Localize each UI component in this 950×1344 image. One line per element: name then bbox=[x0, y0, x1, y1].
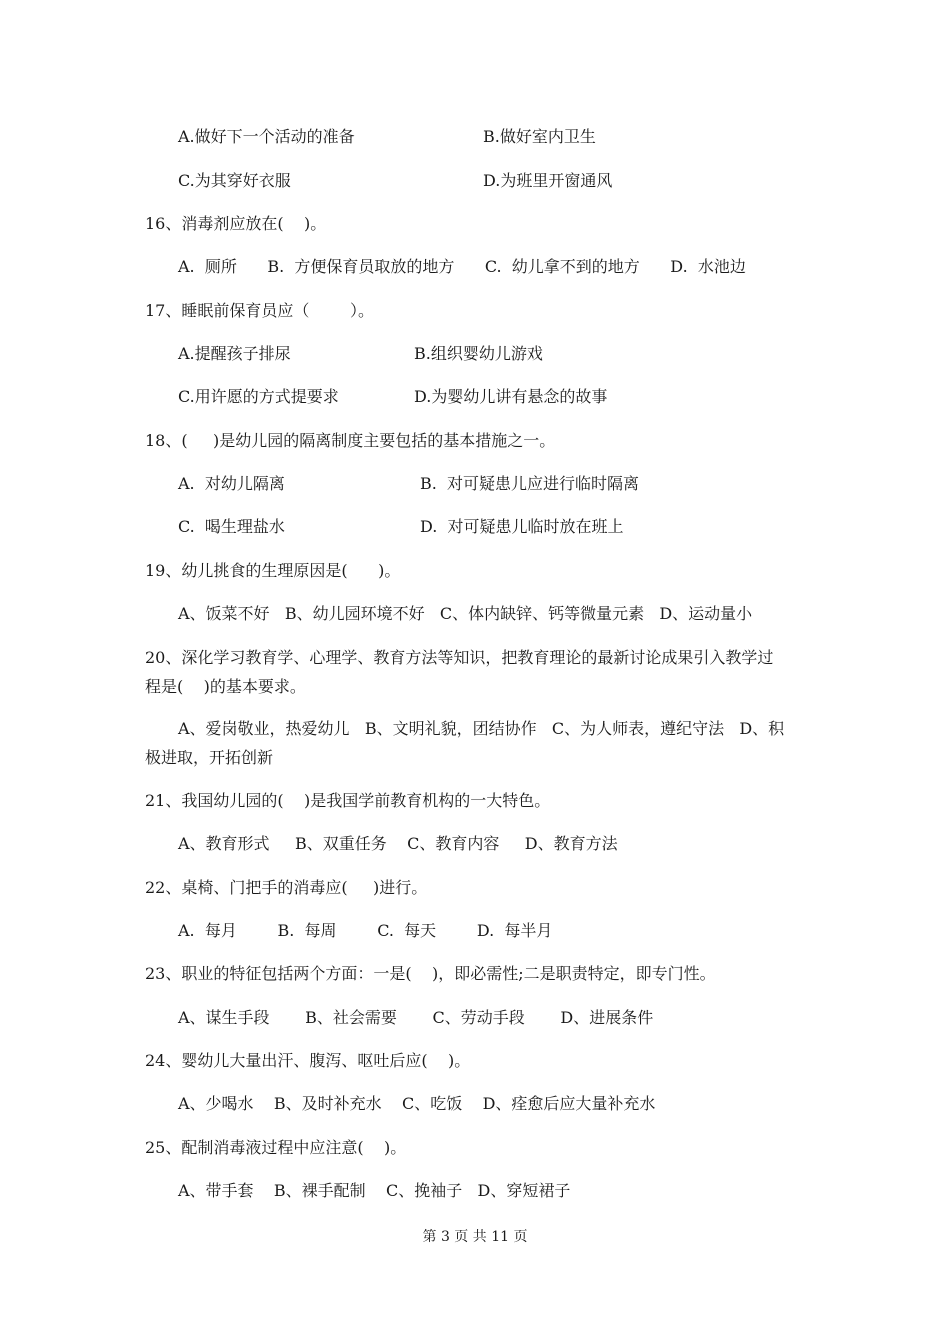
question-20-options-continued: 极进取，开拓创新 bbox=[145, 748, 274, 767]
option-line: C.为其穿好衣服 bbox=[178, 171, 291, 190]
question-19: 19、幼儿挑食的生理原因是( )。 bbox=[145, 561, 401, 580]
option-line: C. 喝生理盐水 bbox=[178, 517, 285, 536]
question-21-options: A、教育形式 B、双重任务 C、教育内容 D、教育方法 bbox=[178, 834, 618, 853]
question-16: 16、消毒剂应放在( )。 bbox=[145, 214, 327, 233]
question-23-options: A、谋生手段 B、社会需要 C、劳动手段 D、进展条件 bbox=[178, 1008, 654, 1027]
question-20-continued: 程是( )的基本要求。 bbox=[145, 677, 306, 696]
question-24: 24、婴幼儿大量出汗、腹泻、呕吐后应( )。 bbox=[145, 1051, 471, 1070]
option-line: A.提醒孩子排尿 bbox=[178, 344, 291, 363]
question-23: 23、职业的特征包括两个方面：一是( )，即必需性;二是职责特定，即专门性。 bbox=[145, 964, 716, 983]
option-line: B. 对可疑患儿应进行临时隔离 bbox=[420, 474, 640, 493]
option-line: C.用许愿的方式提要求 bbox=[178, 387, 339, 406]
question-22: 22、桌椅、门把手的消毒应( )进行。 bbox=[145, 878, 428, 897]
option-line: D.为婴幼儿讲有悬念的故事 bbox=[414, 387, 608, 406]
option-line: B.做好室内卫生 bbox=[483, 127, 596, 146]
question-24-options: A、少喝水 B、及时补充水 C、吃饭 D、痊愈后应大量补充水 bbox=[178, 1094, 656, 1113]
option-line: D.为班里开窗通风 bbox=[483, 171, 613, 190]
option-line: D. 对可疑患儿临时放在班上 bbox=[420, 517, 624, 536]
question-21: 21、我国幼儿园的( )是我国学前教育机构的一大特色。 bbox=[145, 791, 551, 810]
page-footer: 第 3 页 共 11 页 bbox=[422, 1229, 528, 1245]
question-16-options: A. 厕所 B. 方便保育员取放的地方 C. 幼儿拿不到的地方 D. 水池边 bbox=[178, 257, 746, 276]
option-line: A.做好下一个活动的准备 bbox=[178, 127, 355, 146]
question-20-options: A、爱岗敬业，热爱幼儿 B、文明礼貌，团结协作 C、为人师表，遵纪守法 D、积 bbox=[178, 719, 785, 738]
question-20: 20、深化学习教育学、心理学、教育方法等知识，把教育理论的最新讨论成果引入教学过 bbox=[145, 648, 774, 667]
question-25-options: A、带手套 B、裸手配制 C、挽袖子 D、穿短裙子 bbox=[178, 1181, 571, 1200]
question-22-options: A. 每月 B. 每周 C. 每天 D. 每半月 bbox=[178, 921, 553, 940]
question-19-options: A、饭菜不好 B、幼儿园环境不好 C、体内缺锌、钙等微量元素 D、运动量小 bbox=[178, 604, 753, 623]
question-18: 18、( )是幼儿园的隔离制度主要包括的基本措施之一。 bbox=[145, 431, 556, 450]
option-line: B.组织婴幼儿游戏 bbox=[414, 344, 543, 363]
option-line: A. 对幼儿隔离 bbox=[178, 474, 285, 493]
question-17: 17、睡眠前保育员应（ ）。 bbox=[145, 301, 375, 320]
question-25: 25、配制消毒液过程中应注意( )。 bbox=[145, 1138, 407, 1157]
